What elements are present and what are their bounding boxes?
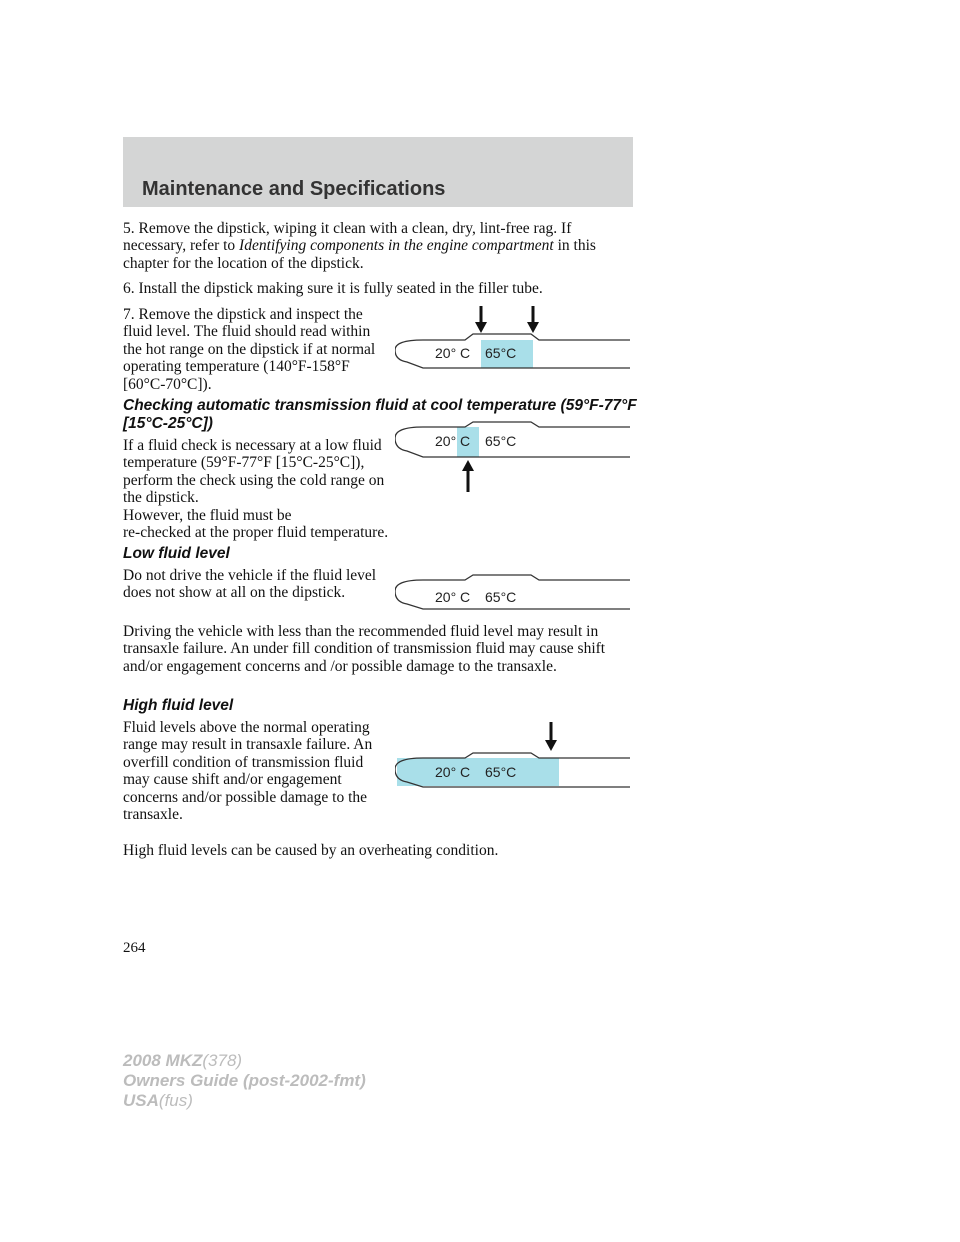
page-number: 264 <box>123 940 146 956</box>
arrow-down-icon <box>527 306 539 333</box>
high-fluid-heading: High fluid level <box>123 697 234 714</box>
step-7-paragraph: 7. Remove the dipstick and inspect the fluid level. The fluid should read within the hot range on the dipstick if at normal operating temperature (140°F-158°F [60°C-70°C]). <box>123 306 376 393</box>
cool-temperature-heading: Checking automatic transmission fluid at cool temperature (59°F-77°F [15°C-25°C]) <box>123 397 637 432</box>
cool-temperature-text-a: If a fluid check is necessary at a low fluid temperature (59°F-77°F [15°C-25°C]), perform the check using the cold range on the dipstick. <box>123 437 385 507</box>
label-65c: 65°C <box>485 589 517 605</box>
arrow-up-icon <box>462 460 474 492</box>
step-5-paragraph: 5. Remove the dipstick, wiping it clean with a clean, dry, lint-free rag. If necessary, refer to Identifying components in the engine compartment in this chapter for the location of the dipstick. <box>123 220 596 272</box>
low-fluid-text-1: Do not drive the vehicle if the fluid level does not show at all on the dipstick. <box>123 567 377 602</box>
dipstick-high-level-diagram <box>395 722 635 792</box>
arrow-down-icon <box>545 722 557 751</box>
footer-line-1: 2008 MKZ(378) <box>123 1051 243 1070</box>
low-fluid-text-2: Driving the vehicle with less than the recommended fluid level may result in transaxle failure. An under fill condition of transmission fluid may cause shift and/or engagement concerns and /or possible damage to the transaxle. <box>123 623 606 675</box>
dipstick-cold-range-diagram <box>395 418 635 494</box>
cool-temperature-text-b: However, the fluid must be re-checked at the proper fluid temperature. <box>123 507 389 542</box>
label-65c: 65°C <box>485 345 517 361</box>
page-title: Maintenance and Specifications <box>142 178 446 200</box>
label-20c: 20° C <box>435 764 471 780</box>
label-65c: 65°C <box>485 433 517 449</box>
footer-line-3: USA(fus) <box>123 1091 193 1110</box>
high-fluid-text-2: High fluid levels can be caused by an overheating condition. <box>123 842 499 859</box>
step-6-paragraph: 6. Install the dipstick making sure it is fully seated in the filler tube. <box>123 280 543 297</box>
high-fluid-text-1: Fluid levels above the normal operating range may result in transaxle failure. An overfill condition of transmission fluid may cause shift and/or engagement concerns and/or possible damage to the transaxle. <box>123 719 373 824</box>
label-65c: 65°C <box>485 764 517 780</box>
dipstick-low-level-diagram <box>395 572 635 612</box>
label-20c: 20° C <box>435 345 471 361</box>
arrow-down-icon <box>475 306 487 333</box>
low-fluid-heading: Low fluid level <box>123 545 230 562</box>
label-20c: 20° C <box>435 589 471 605</box>
label-20c: 20° C <box>435 433 471 449</box>
step-5-reference-link[interactable]: Identifying components in the engine compartment <box>239 237 554 255</box>
dipstick-hot-range-diagram <box>395 306 635 376</box>
footer-line-2: Owners Guide (post-2002-fmt) <box>123 1071 366 1090</box>
